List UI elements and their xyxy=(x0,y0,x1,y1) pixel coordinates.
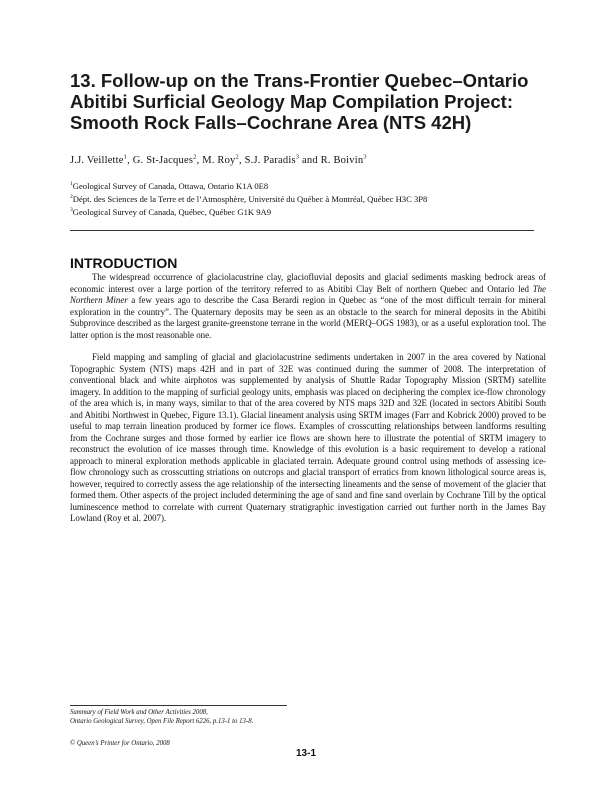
copyright-notice: © Queen’s Printer for Ontario, 2008 xyxy=(70,740,170,747)
author-name: R. Boivin xyxy=(320,155,364,166)
author-affiliation-mark: 1 xyxy=(123,153,128,161)
affiliation-text: Geological Survey of Canada, Québec, Québec G1K 9A9 xyxy=(72,207,272,217)
header-divider xyxy=(70,230,534,231)
author-name: G. St-Jacques xyxy=(132,155,194,166)
author-separator: , xyxy=(238,155,245,166)
author-affiliation-mark: 2 xyxy=(235,153,239,161)
affiliation-item xyxy=(70,193,427,206)
publication-title: The Northern Miner xyxy=(70,283,546,305)
affiliation-mark: 3 xyxy=(70,207,73,214)
title-line: Smooth Rock Falls–Cochrane Area (NTS 42H) xyxy=(70,112,472,133)
title-line: 13. Follow-up on the Trans-Frontier Quebec–Ontario xyxy=(70,70,529,91)
author-name: J.J. Veillette xyxy=(70,155,124,166)
page-number: 13-1 xyxy=(295,748,316,759)
author-separator: , xyxy=(196,155,203,166)
title-line: Abitibi Surficial Geology Map Compilation Project: xyxy=(70,91,514,112)
author-affiliation-mark: 3 xyxy=(295,153,300,161)
section-heading: INTRODUCTION xyxy=(70,255,178,271)
affiliation-item xyxy=(70,180,427,193)
footnote-line: Summary of Field Work and Other Activities 2008, xyxy=(70,709,208,716)
author-affiliation-mark: 3 xyxy=(363,153,367,161)
author-separator: and xyxy=(299,155,321,166)
footnote-divider xyxy=(70,705,287,706)
affiliation-mark: 1 xyxy=(70,181,73,188)
affiliation-mark: 2 xyxy=(70,194,73,201)
page-title xyxy=(70,70,550,133)
author-name: M. Roy xyxy=(202,155,236,166)
author-list xyxy=(70,155,367,166)
paragraph xyxy=(70,352,546,525)
author-affiliation-mark: 2 xyxy=(193,153,197,161)
author-separator: , xyxy=(127,155,133,166)
affiliation-list xyxy=(70,180,427,219)
paragraph xyxy=(70,272,546,341)
body-text xyxy=(70,272,546,536)
paragraph-text: Field mapping and sampling of glacial and glaciolacustrine sediments undertaken in 2007 in the area covered by National Topographic System (NTS) maps 42H and in part of 32E was continued during the summer of 2008. The interpretation of conventional black and white airphotos was supplemented by analysis of Shuttle Radar Topography Mission (SRTM) satellite imagery. In addition to the mapping of surficial geology units, emphasis was placed on deciphering the complex ice-flow chronology of the area which is, in many ways, similar to that of the area covered by NTS maps 32D and 32E (located in sectors Abitibi South and Abitibi Northwest in Quebec, Figure 13.1). Glacial lineament analysis using SRTM images (Farr and Kobrick 2000) proved to be useful to map terrain lineation produced by former ice flows. Examples of crosscutting relationships between landforms resulting from the Cochrane surges and those formed by earlier ice flows are shown here to illustrate the potential of SRTM imagery to reconstruct the evolution of ice masses through time. Knowledge of this evolution is a basic requirement to develop a rational approach to mineral exploration methods applicable in glaciated terrain. Adequate ground control using methods of assessing ice-flow chronology such as crosscutting striations on outcrops and glacial transport of erratics from known lithological source areas is, however, required to correctly assess the age relationship of the intersecting lineaments and the sense of movement of the glacier that formed them. Other aspects of the project included determining the age of sand and fine sand overlain by Cochrane Till by the optical luminescence method to correlate with current Quaternary stratigraphic investigation carried out further north in the James Bay Lowland (Roy et al. 2007). xyxy=(70,352,546,523)
affiliation-text: Geological Survey of Canada, Ottawa, Ontario K1A 0E8 xyxy=(72,181,269,191)
affiliation-text: Dépt. des Sciences de la Terre et de l’Atmosphère, Université du Québec à Montréal, Québec H3C 3P8 xyxy=(72,194,428,204)
footnote-line: Ontario Geological Survey, Open File Report 6226, p.13-1 to 13-8. xyxy=(70,718,254,725)
citation-footnote xyxy=(70,708,253,726)
paragraph-text: The widespread occurrence of glaciolacustrine clay, glaciofluvial deposits and glacial sediments masking bedrock areas of economic interest over a large portion of the territory referred to as Abitibi Clay Belt of northern Quebec and Ontario led xyxy=(70,272,546,294)
paragraph-text: a few years ago to describe the Casa Berardi region in Quebec as “one of the most difficult terrain for mineral exploration in the country”. The Quaternary deposits may be seen as an obstacle to the search for mineral deposits in the Abitibi Subprovince described as the largest granite-greenstone terrane in the world (MERQ–OGS 1983), or as a useful exploration tool. The latter option is the most reasonable one. xyxy=(70,295,547,340)
affiliation-item xyxy=(70,206,427,219)
author-name: S.J. Paradis xyxy=(244,155,296,166)
